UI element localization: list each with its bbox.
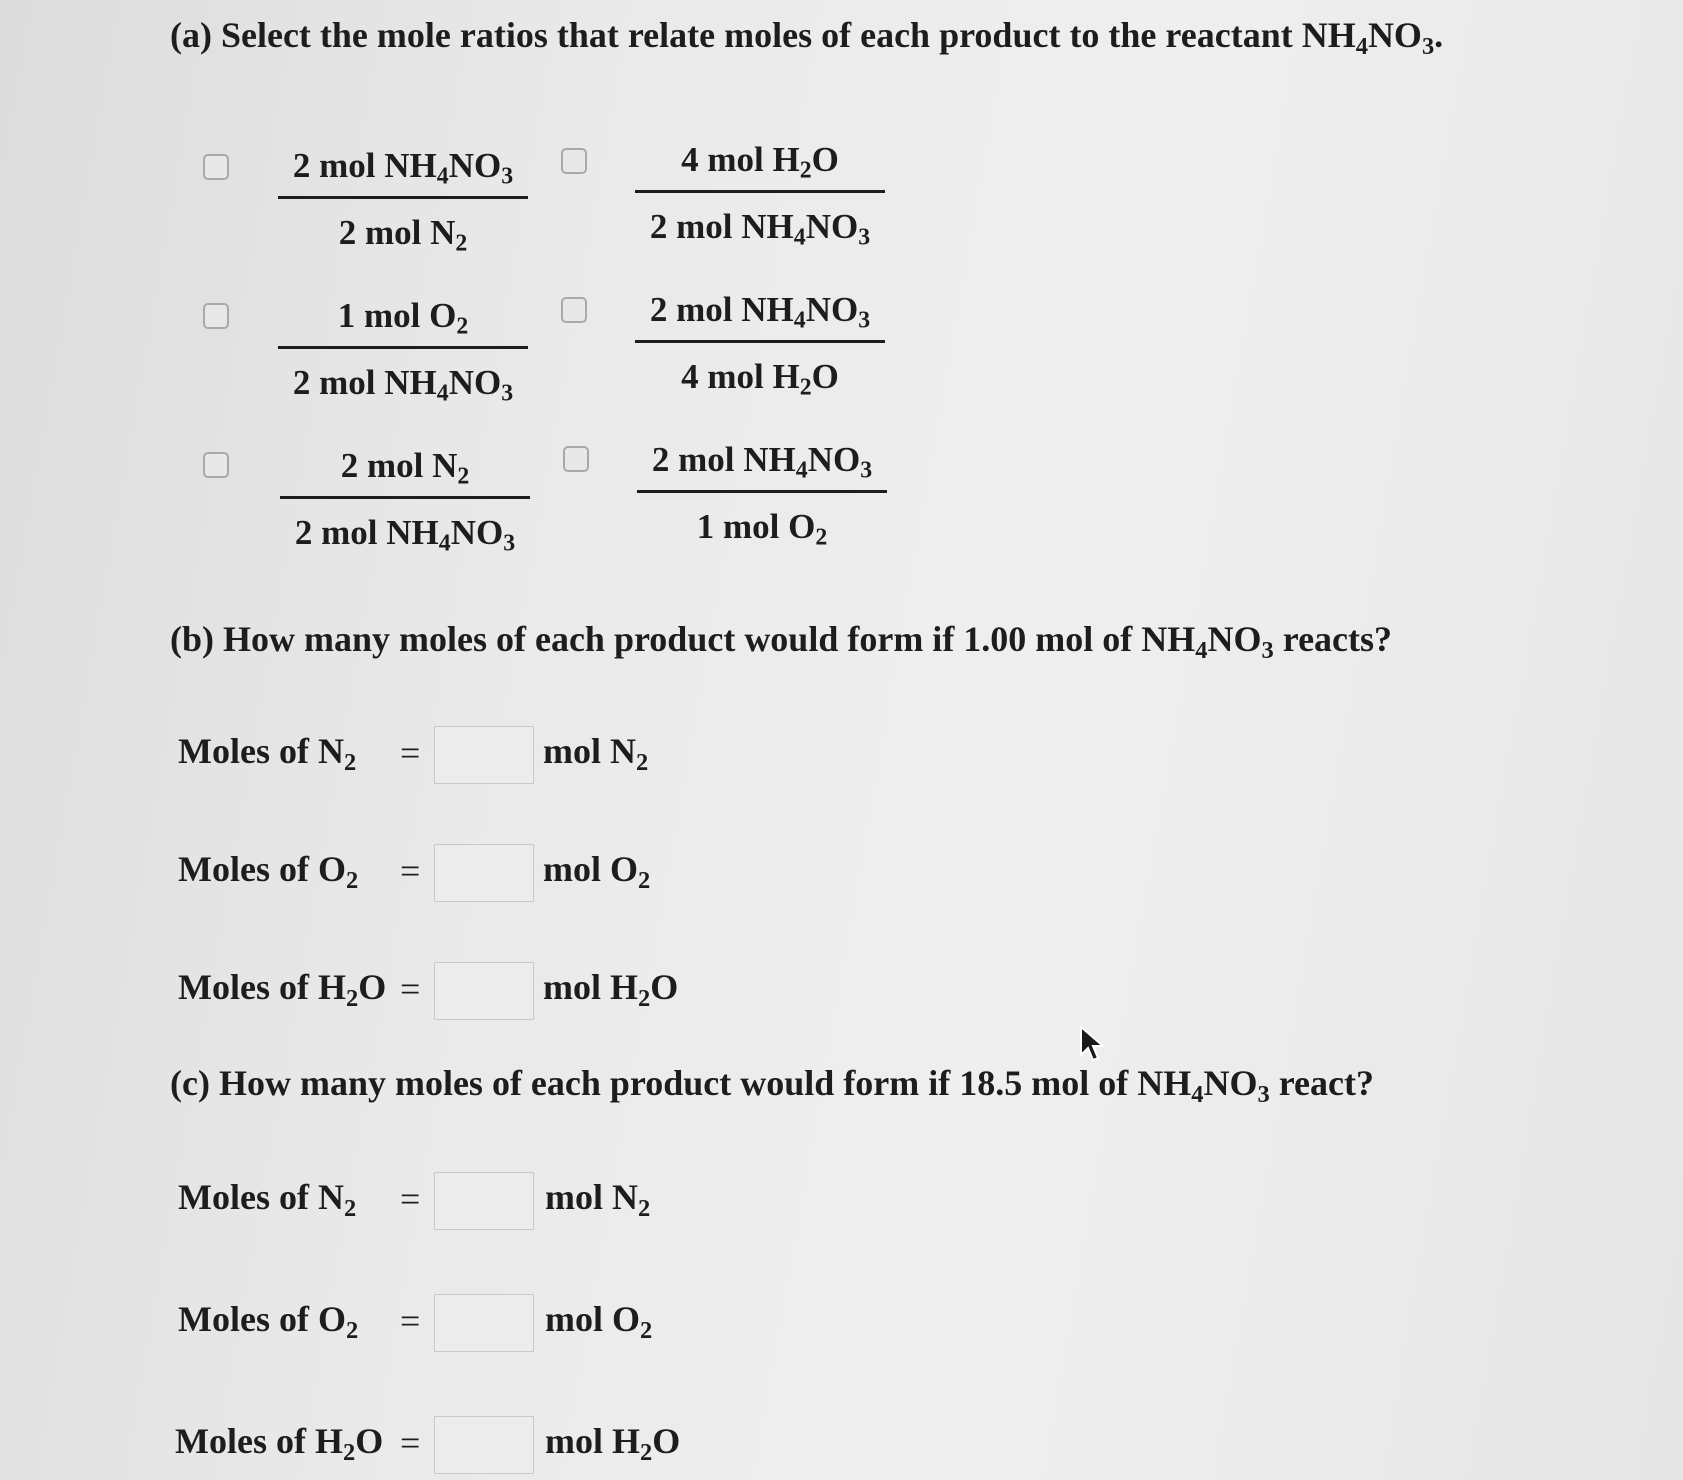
ratio-checkbox-5[interactable] — [203, 452, 229, 478]
unit-mol-o2: mol $O_2$ — [545, 1299, 653, 1344]
ratio-option-3 — [278, 290, 528, 409]
moles-n2-label: Moles of $N_2$ — [178, 731, 357, 776]
equals-sign: = — [400, 969, 421, 1009]
unit-mol-h2o: mol $H_2O$ — [543, 967, 679, 1012]
ratio-denominator: 2 mol $NH_4NO_3$ — [294, 513, 516, 557]
ratio-numerator: 2 mol $NH_4NO_3$ — [651, 440, 873, 484]
ratio-denominator: 2 mol $N_2$ — [338, 213, 468, 257]
unit-mol-o2: mol $O_2$ — [543, 849, 651, 894]
ratio-checkbox-1[interactable] — [203, 154, 229, 180]
equals-sign: = — [400, 851, 421, 891]
part-c-question: (c) How many moles of each product would form if 18.5 mol of $NH_4NO_3$ react? — [170, 1063, 1374, 1108]
fraction-bar — [637, 490, 887, 493]
equals-sign: = — [400, 1423, 421, 1463]
ratio-numerator: 2 mol $NH_4NO_3$ — [292, 146, 514, 190]
ratio-numerator: 4 mol $H_2O$ — [681, 140, 839, 184]
moles-h2o-label: Moles of $H_2O$ — [175, 1421, 384, 1466]
ratio-numerator: 2 mol $NH_4NO_3$ — [649, 290, 871, 334]
moles-h2o-label: Moles of $H_2O$ — [178, 967, 387, 1012]
ratio-numerator: 2 mol $N_2$ — [340, 446, 470, 490]
ratio-option-1 — [278, 140, 528, 259]
ratio-checkbox-3[interactable] — [203, 303, 229, 329]
equals-sign: = — [400, 1301, 421, 1341]
ratio-option-5 — [280, 440, 530, 559]
ratio-checkbox-2[interactable] — [561, 148, 587, 174]
ratio-checkbox-6[interactable] — [563, 446, 589, 472]
fraction-bar — [635, 190, 885, 193]
ratio-denominator: 2 mol $NH_4NO_3$ — [649, 207, 871, 251]
moles-o2-input-b[interactable] — [434, 844, 534, 902]
unit-mol-n2: mol $N_2$ — [543, 731, 649, 776]
moles-h2o-input-b[interactable] — [434, 962, 534, 1020]
moles-o2-input-c[interactable] — [434, 1294, 534, 1352]
ratio-option-4 — [635, 284, 885, 403]
ratio-checkbox-4[interactable] — [561, 297, 587, 323]
moles-h2o-input-c[interactable] — [434, 1416, 534, 1474]
moles-n2-input-b[interactable] — [434, 726, 534, 784]
equals-sign: = — [400, 733, 421, 773]
ratio-denominator: 1 mol $O_2$ — [696, 507, 828, 551]
moles-o2-label: Moles of $O_2$ — [178, 849, 359, 894]
ratio-denominator: 2 mol $NH_4NO_3$ — [292, 363, 514, 407]
mouse-cursor-icon — [1078, 1025, 1108, 1065]
part-b-question: (b) How many moles of each product would form if 1.00 mol of $NH_4NO_3$ reacts? — [170, 619, 1393, 664]
unit-mol-n2: mol $N_2$ — [545, 1177, 651, 1222]
unit-mol-h2o: mol $H_2O$ — [545, 1421, 681, 1466]
fraction-bar — [635, 340, 885, 343]
part-a-question: (a) Select the mole ratios that relate moles of each product to the reactant $NH_4NO_3$. — [170, 15, 1444, 60]
ratio-option-6 — [637, 434, 887, 553]
ratio-numerator: 1 mol $O_2$ — [337, 296, 469, 340]
moles-o2-label: Moles of $O_2$ — [178, 1299, 359, 1344]
fraction-bar — [280, 496, 530, 499]
moles-n2-label: Moles of $N_2$ — [178, 1177, 357, 1222]
ratio-denominator: 4 mol $H_2O$ — [681, 357, 839, 401]
moles-n2-input-c[interactable] — [434, 1172, 534, 1230]
fraction-bar — [278, 346, 528, 349]
fraction-bar — [278, 196, 528, 199]
equals-sign: = — [400, 1179, 421, 1219]
ratio-option-2 — [635, 134, 885, 253]
